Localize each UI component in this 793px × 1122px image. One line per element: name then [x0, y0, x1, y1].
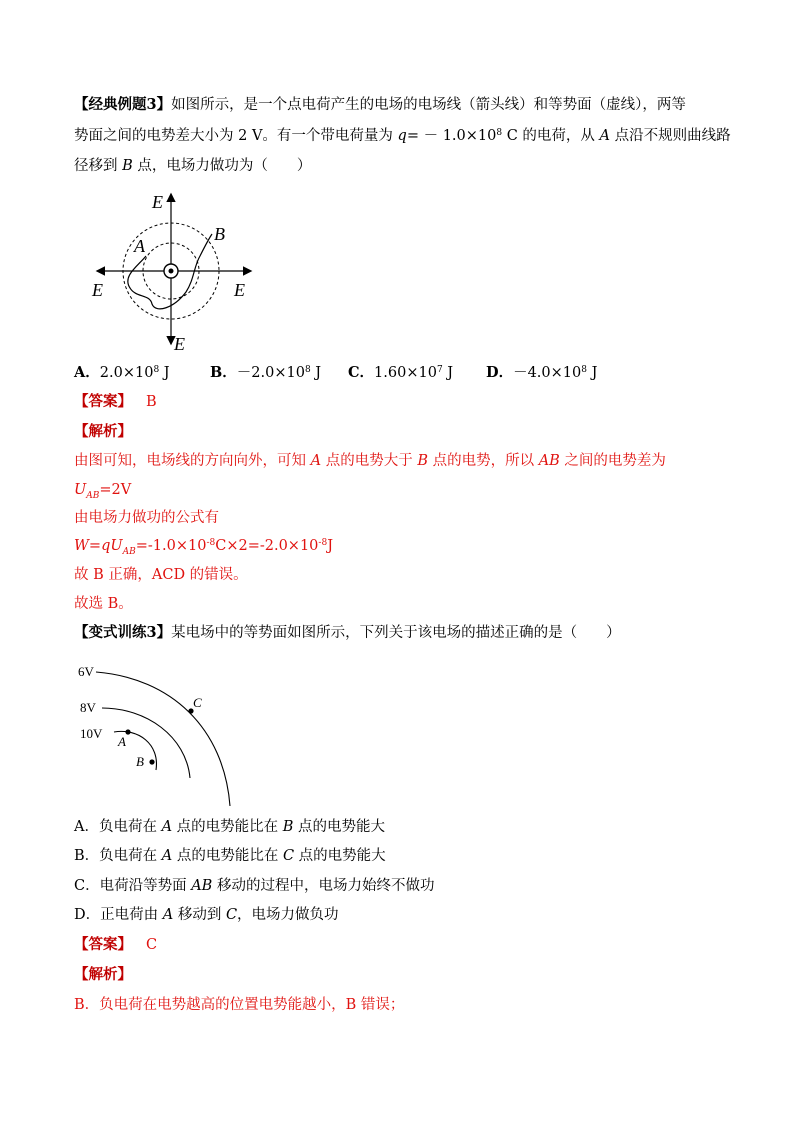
- point-A: [125, 729, 130, 734]
- variant3-solution-1: B．负电荷在电势越高的位置电势能越小，B 错误；: [74, 997, 405, 1013]
- example3-analysis-tag: 【解析】: [74, 423, 132, 440]
- label-B: B: [214, 224, 225, 244]
- example3-option-b: B．$-2.0\times 10^8$ J: [210, 364, 322, 381]
- variant3-option-c: C．电荷沿等势面 AB 移动的过程中，电场力始终不做功: [74, 878, 435, 894]
- arc-6V: [96, 672, 230, 806]
- example3-line2: 势面之间的电势差大小为 2 V。有一个带电荷量为 $q= - 1.0\times 10^8$ C 的电荷，从 A 点沿不规则曲线路: [74, 128, 731, 144]
- label-A: A: [134, 236, 145, 256]
- label-10V: 10V: [80, 726, 103, 741]
- arc-8V: [102, 708, 190, 778]
- label-8V: 8V: [80, 700, 96, 715]
- example3-option-d: D．$-4.0\times 10^8$ J: [486, 364, 598, 381]
- variant3-option-b: B．负电荷在 A 点的电势能比在 C 点的电势能大: [74, 848, 386, 864]
- example3-solution-6: 故选 B。: [74, 596, 133, 612]
- label-E-top: E: [152, 192, 163, 212]
- variant3-option-d: D．正电荷由 A 移动到 C，电场力做负功: [74, 907, 339, 923]
- label-E-left: E: [92, 280, 103, 300]
- label-A2: A: [118, 734, 126, 749]
- label-E-right: E: [234, 280, 245, 300]
- example3-line3: 径移到 B 点，电场力做功为（ ）: [74, 158, 312, 174]
- point-B: [149, 759, 154, 764]
- variant3-equipotential-figure: [76, 658, 246, 808]
- example3-answer: 【答案】 B: [74, 393, 157, 410]
- variant3-option-a: A．负电荷在 A 点的电势能比在 B 点的电势能大: [74, 819, 386, 835]
- example3-solution-5: 故 B 正确，ACD 的错误。: [74, 567, 248, 583]
- example3-option-a: A．$2.0\times 10^8$ J: [74, 364, 170, 381]
- variant3-answer: 【答案】 C: [74, 936, 158, 953]
- label-C2: C: [193, 695, 202, 710]
- example3-solution-1: 由图可知，电场线的方向向外，可知 A 点的电势大于 B 点的电势，所以 AB 之间的电势差为: [74, 453, 666, 469]
- example3-solution-3: 由电场力做功的公式有: [74, 510, 219, 526]
- example3-tag: 【经典例题3】: [74, 96, 172, 113]
- label-B2: B: [136, 754, 144, 769]
- variant3-question: 【变式训练3】某电场中的等势面如图所示，下列关于该电场的描述正确的是（ ）: [74, 624, 621, 641]
- variant3-analysis-tag: 【解析】: [74, 966, 132, 983]
- example3-line1: 【经典例题3】如图所示，是一个点电荷产生的电场的电场线（箭头线）和等势面（虚线），两等: [74, 96, 686, 113]
- example3-option-c: C．$1.60\times 10^7$ J: [348, 364, 454, 381]
- example3-solution-2: $U_{AB}=2V$: [74, 482, 132, 501]
- example3-field-figure: [90, 188, 260, 356]
- example3-solution-4: $W=qU_{AB}=-1.0\times 10^{-8}C\times 2=-2.0\times 10^{-8}J$: [74, 538, 334, 557]
- label-6V: 6V: [78, 664, 94, 679]
- label-E-bottom: E: [174, 334, 185, 354]
